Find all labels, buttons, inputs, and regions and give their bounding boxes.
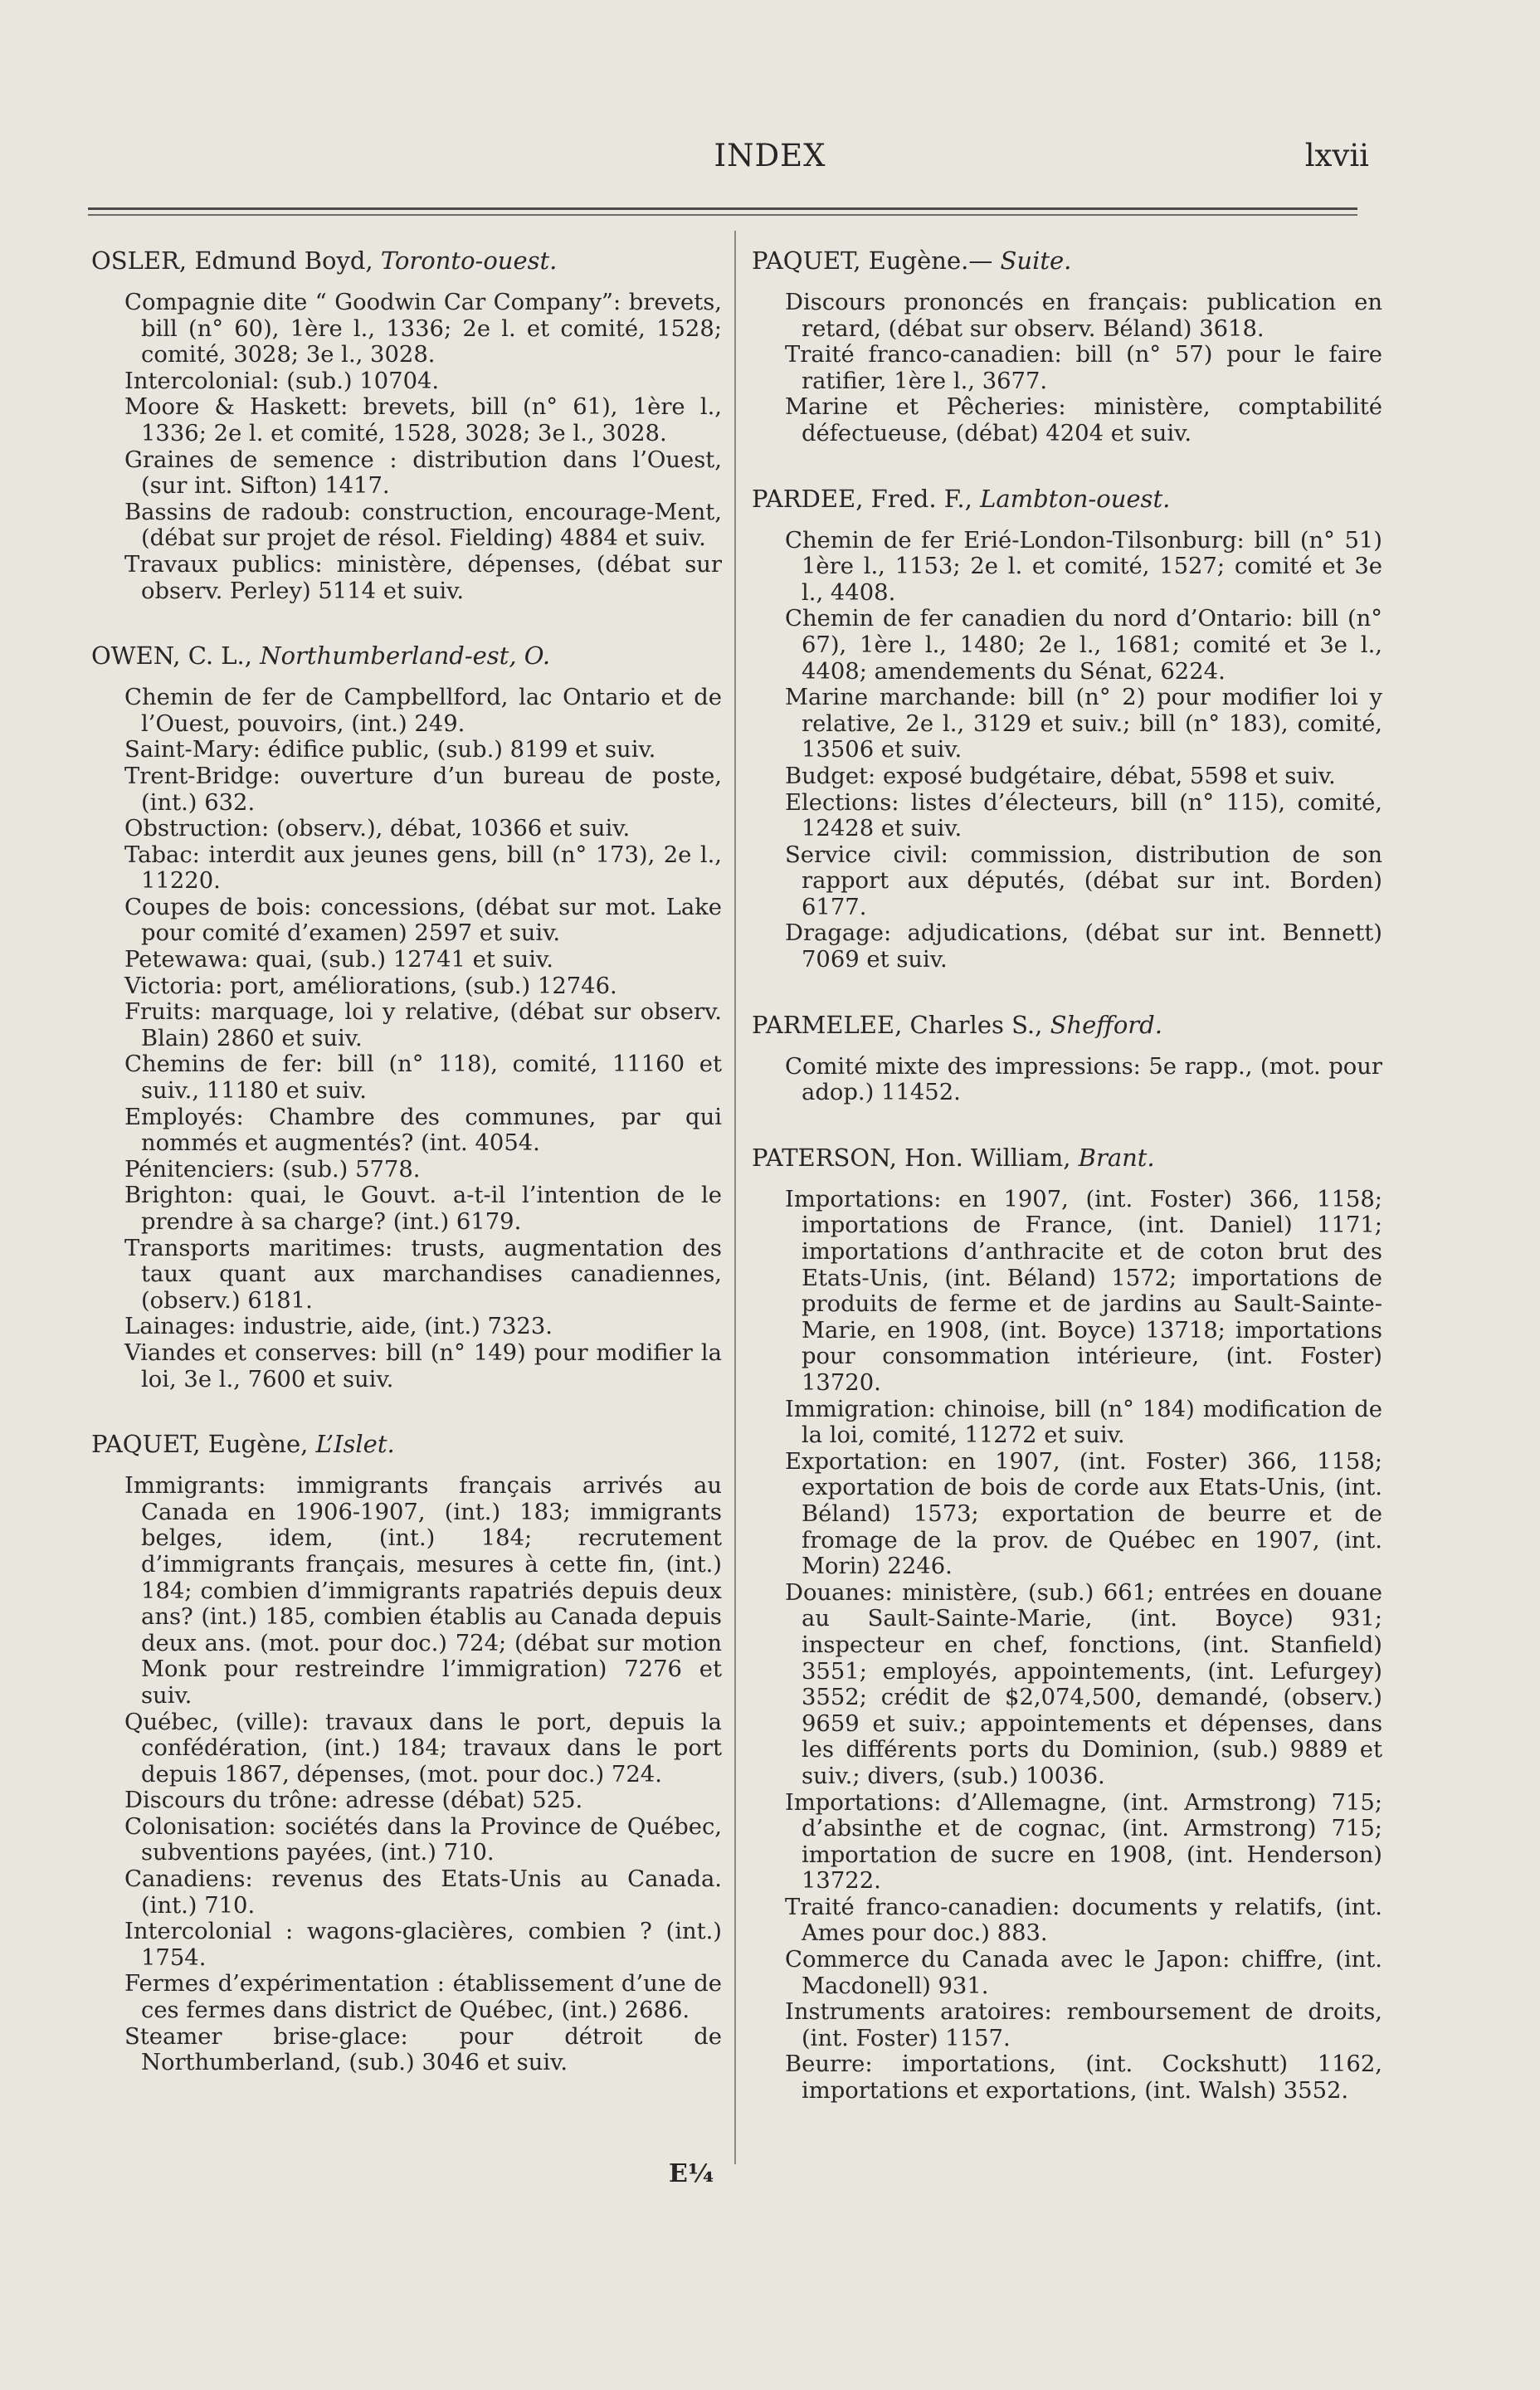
index-item: Chemin de fer Erié-London-Tilsonburg: bill (n° 51) 1ère l., 1153; 2e l. et comité, 1527; comité et 3e l., 4408. [785, 527, 1382, 606]
index-item: Graines de semence : distribution dans l’Ouest, (sur int. Sifton) 1417. [124, 446, 722, 500]
index-entry [752, 1010, 1382, 1106]
member-surname: PAQUET, Eugène, [91, 1430, 309, 1459]
index-item: Fermes d’expérimentation : établissement d’une de ces fermes dans district de Québec, (int.) 2686. [124, 1971, 722, 2024]
right-column [752, 246, 1382, 2141]
index-item: Douanes: ministère, (sub.) 661; entrées en douane au Sault-Sainte-Marie, (int. Boyce) 931; inspecteur en chef, fonctions, (int. Stanfield) 3551; employés, appointements, (int. Lefurgey) 3552; crédit de $2,074,500, demandé, (observ.) 9659 et suiv.; appointements et dépenses, dans les différents ports du Dominion, (sub.) 9889 et suiv.; divers, (sub.) 10036. [785, 1579, 1382, 1789]
index-item: Québec, (ville): travaux dans le port, depuis la confédération, (int.) 184; travaux dans le port depuis 1867, dépenses, (mot. pour doc.) 724. [124, 1709, 722, 1788]
index-entry [752, 484, 1382, 973]
signature-mark: E¼ [669, 2159, 714, 2188]
index-item: Discours prononcés en français: publication en retard, (débat sur observ. Béland) 3618. [785, 290, 1382, 342]
index-entry [91, 641, 722, 1393]
index-item: Chemin de fer de Campbellford, lac Ontario et de l’Ouest, pouvoirs, (int.) 249. [124, 685, 722, 737]
index-item: Elections: listes d’électeurs, bill (n° 115), comité, 12428 et suiv. [785, 789, 1382, 842]
index-item: Beurre: importations, (int. Cockshutt) 1162, importations et exportations, (int. Walsh) 3552. [785, 2051, 1382, 2105]
index-item: Travaux publics: ministère, dépenses, (débat sur observ. Perley) 5114 et suiv. [124, 551, 722, 604]
member-name [91, 1429, 722, 1460]
index-item: Transports maritimes: trusts, augmentation des taux quant aux marchandises canadiennes, (observ.) 6181. [124, 1235, 722, 1314]
member-name [752, 246, 1382, 276]
index-entry [91, 1429, 722, 2076]
index-item: Comité mixte des impressions: 5e rapp., (mot. pour adop.) 11452. [785, 1053, 1382, 1106]
index-item: Viandes et conserves: bill (n° 149) pour modifier la loi, 3e l., 7600 et suiv. [124, 1339, 722, 1393]
index-item: Marine marchande: bill (n° 2) pour modifier loi y relative, 2e l., 3129 et suiv.; bill (n° 183), comité, 13506 et suiv. [785, 685, 1382, 763]
index-entry [91, 246, 722, 604]
index-item: Dragage: adjudications, (débat sur int. Bennett) 7069 et suiv. [785, 920, 1382, 973]
member-riding: Northumberland-est, O. [260, 641, 551, 671]
index-item: Tabac: interdit aux jeunes gens, bill (n° 173), 2e l., 11220. [124, 841, 722, 895]
index-item: Importations: en 1907, (int. Foster) 366, 1158; importations de France, (int. Daniel) 1171; importations d’anthracite et de coton brut des Etats-Unis, (int. Béland) 1572; importations de produits de ferme et de jardins au Sault-Sainte-Marie, en 1908, (int. Boyce) 13718; importations pour consommation intérieure, (int. Foster) 13720. [785, 1186, 1382, 1396]
index-item: Pénitenciers: (sub.) 5778. [124, 1156, 421, 1183]
member-name [752, 1010, 1382, 1041]
index-item: Fruits: marquage, loi y relative, (débat sur observ. Blain) 2860 et suiv. [124, 999, 722, 1051]
member-surname: OSLER, Edmund Boyd, [91, 246, 373, 275]
index-entry [752, 1143, 1382, 2105]
member-riding: Toronto-ouest. [380, 246, 558, 275]
index-item: Traité franco-canadien: documents y relatifs, (int. Ames pour doc.) 883. [785, 1894, 1382, 1947]
member-riding: L’Islet. [315, 1430, 395, 1459]
index-item: Victoria: port, améliorations, (sub.) 12746. [124, 973, 617, 999]
index-item: Coupes de bois: concessions, (débat sur mot. Lake pour comité d’examen) 2597 et suiv. [124, 894, 722, 947]
member-riding: Lambton-ouest. [980, 484, 1171, 513]
index-item: Employés: Chambre des communes, par qui nommés et augmentés? (int. 4054. [124, 1104, 722, 1157]
index-item: Intercolonial: (sub.) 10704. [124, 368, 440, 394]
index-item: Importations: d’Allemagne, (int. Armstrong) 715; d’absinthe et de cognac, (int. Armstrong) 715; importation de sucre en 1908, (int. Henderson) 13722. [785, 1789, 1382, 1895]
index-item: Canadiens: revenus des Etats-Unis au Canada. (int.) 710. [124, 1866, 722, 1919]
index-item: Colonisation: sociétés dans la Province de Québec, subventions payées, (int.) 710. [124, 1813, 722, 1866]
index-item: Bassins de radoub: construction, encourage-Ment, (débat sur projet de résol. Fielding) 4884 et suiv. [124, 499, 722, 552]
index-item: Lainages: industrie, aide, (int.) 7323. [124, 1314, 553, 1340]
index-item: Discours du trône: adresse (débat) 525. [124, 1788, 583, 1814]
index-item: Immigrants: immigrants français arrivés au Canada en 1906-1907, (int.) 183; immigrants belges, idem, (int.) 184; recrutement d’immigrants français, mesures à cette fin, (int.) 184; combien d’immigrants rapatriés depuis deux ans? (int.) 185, combien établis au Canada depuis deux ans. (mot. pour doc.) 724; (débat sur motion Monk pour restreindre l’immigration) 7276 et suiv. [124, 1473, 722, 1709]
member-name [91, 246, 722, 276]
member-name [752, 484, 1382, 515]
member-name [91, 641, 722, 671]
running-title: INDEX [714, 138, 826, 173]
index-item: Petewawa: quai, (sub.) 12741 et suiv. [124, 947, 553, 973]
index-item: Chemins de fer: bill (n° 118), comité, 11160 et suiv., 11180 et suiv. [124, 1051, 722, 1105]
member-surname: PATERSON, Hon. William, [752, 1143, 1071, 1172]
index-item: Instruments aratoires: remboursement de droits, (int. Foster) 1157. [785, 1999, 1382, 2051]
member-riding: Suite. [1000, 246, 1072, 275]
index-item: Commerce du Canada avec le Japon: chiffre, (int. Macdonell) 931. [785, 1947, 1382, 1999]
index-item: Brighton: quai, le Gouvt. a-t-il l’intention de le prendre à sa charge? (int.) 6179. [124, 1183, 722, 1235]
index-item: Obstruction: (observ.), débat, 10366 et suiv. [124, 816, 631, 842]
header-rule [88, 207, 1357, 210]
index-item: Immigration: chinoise, bill (n° 184) modification de la loi, comité, 11272 et suiv. [785, 1396, 1382, 1449]
index-item: Exportation: en 1907, (int. Foster) 366, 1158; exportation de bois de corde aux Etats-Unis, (int. Béland) 1573; exportation de beurre et de fromage de la prov. de Québec en 1907, (int. Morin) 2246. [785, 1448, 1382, 1580]
index-item: Trent-Bridge: ouverture d’un bureau de poste, (int.) 632. [124, 763, 722, 816]
index-item: Service civil: commission, distribution de son rapport aux députés, (débat sur int. Borden) 6177. [785, 841, 1382, 920]
index-item: Saint-Mary: édifice public, (sub.) 8199 et suiv. [124, 737, 656, 763]
index-item: Intercolonial : wagons-glacières, combien ? (int.) 1754. [124, 1919, 722, 1971]
index-item: Steamer brise-glace: pour détroit de Northumberland, (sub.) 3046 et suiv. [124, 2023, 722, 2076]
member-riding: Brant. [1078, 1143, 1155, 1172]
member-surname: PARDEE, Fred. F., [752, 484, 972, 513]
index-item: Compagnie dite “ Goodwin Car Company”: brevets, bill (n° 60), 1ère l., 1336; 2e l. et comité, 1528; comité, 3028; 3e l., 3028. [124, 290, 722, 368]
index-item: Moore & Haskett: brevets, bill (n° 61), 1ère l., 1336; 2e l. et comité, 1528, 3028; 3e l., 3028. [124, 394, 722, 446]
index-item: Budget: exposé budgétaire, débat, 5598 et suiv. [785, 763, 1336, 789]
header-rule-thin [88, 214, 1357, 216]
member-name [752, 1143, 1382, 1173]
index-entry [752, 246, 1382, 447]
index-item: Traité franco-canadien: bill (n° 57) pour le faire ratifier, 1ère l., 3677. [785, 342, 1382, 394]
member-riding: Shefford. [1050, 1010, 1162, 1039]
index-item: Marine et Pêcheries: ministère, comptabilité défectueuse, (débat) 4204 et suiv. [785, 394, 1382, 446]
left-column [91, 246, 722, 2113]
column-divider [734, 231, 736, 2164]
member-surname: PAQUET, Eugène.— [752, 246, 993, 275]
page-number: lxvii [1304, 138, 1369, 173]
index-item: Chemin de fer canadien du nord d’Ontario: bill (n° 67), 1ère l., 1480; 2e l., 1681; comité et 3e l., 4408; amendements du Sénat, 6224. [785, 606, 1382, 685]
member-surname: OWEN, C. L., [91, 641, 252, 671]
member-surname: PARMELEE, Charles S., [752, 1010, 1043, 1039]
